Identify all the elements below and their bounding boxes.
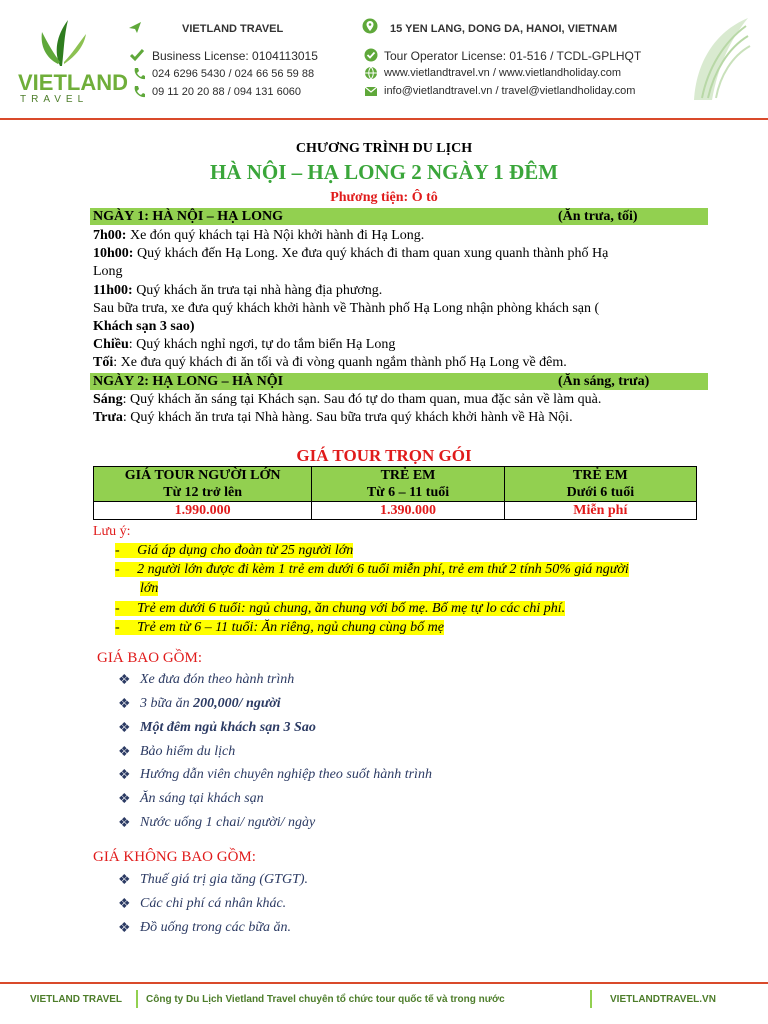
phone-icon bbox=[132, 67, 146, 81]
day1-line-10h-cont: Long bbox=[93, 264, 123, 279]
day2-meals: (Ăn sáng, trưa) bbox=[558, 374, 650, 389]
diamond-bullet-icon: ❖ bbox=[118, 745, 131, 760]
footer-tagline: Công ty Du Lịch Vietland Travel chuyên tổ chức tour quốc tế và trong nước bbox=[146, 994, 505, 1005]
note-item: - Giá áp dụng cho đoàn từ 25 người lớn bbox=[115, 543, 354, 558]
include-item: Ăn sáng tại khách sạn bbox=[140, 791, 264, 806]
header-divider bbox=[0, 118, 768, 120]
footer-website[interactable]: VIETLANDTRAVEL.VN bbox=[610, 994, 716, 1005]
footer-brand: VIETLAND TRAVEL bbox=[30, 994, 123, 1005]
location-pin-icon bbox=[362, 18, 378, 34]
program-label: CHƯƠNG TRÌNH DU LỊCH bbox=[295, 141, 473, 156]
day1-line-7h: 7h00: Xe đón quý khách tại Hà Nội khởi hành đi Hạ Long. bbox=[93, 228, 425, 243]
footer-divider bbox=[0, 982, 768, 984]
operator-license: Tour Operator License: 01-516 / TCDL-GPLHQT bbox=[384, 49, 642, 63]
day1-line-chieu: Chiều: Quý khách nghỉ ngơi, tự do tắm biển Hạ Long bbox=[93, 337, 396, 352]
day1-heading: NGÀY 1: HÀ NỘI – HẠ LONG bbox=[93, 209, 284, 224]
excludes-title: GIÁ KHÔNG BAO GỒM: bbox=[93, 849, 256, 865]
emails[interactable]: info@vietlandtravel.vn / travel@vietlandholiday.com bbox=[384, 85, 636, 97]
mobile-phones[interactable]: 09 11 20 20 88 / 094 131 6060 bbox=[152, 86, 302, 98]
day1-hotel-class: Khách sạn 3 sao) bbox=[93, 319, 195, 334]
price-child-under-6: Miễn phí bbox=[504, 502, 696, 520]
transport-line: Phương tiện: Ô tô bbox=[330, 190, 438, 205]
email-icon bbox=[364, 84, 378, 98]
price-table bbox=[93, 466, 697, 520]
day1-line-toi: Tối: Xe đưa quý khách đi ăn tối và đi vòng quanh ngắm thành phố Hạ Long về đêm. bbox=[93, 355, 567, 370]
notes-title: Lưu ý: bbox=[93, 524, 131, 539]
office-phones[interactable]: 024 6296 5430 / 024 66 56 59 88 bbox=[152, 68, 315, 80]
company-address: 15 YEN LANG, DONG DA, HANOI, VIETNAM bbox=[390, 23, 618, 35]
note-item: - Trẻ em dưới 6 tuổi: ngủ chung, ăn chung với bố mẹ. Bố mẹ tự lo các chi phí. bbox=[115, 601, 566, 616]
logo-subtitle: TRAVEL bbox=[20, 94, 89, 105]
diamond-bullet-icon: ❖ bbox=[118, 768, 131, 783]
logo-wordmark: VIETLAND bbox=[18, 70, 128, 95]
includes-title: GIÁ BAO GỒM: bbox=[97, 650, 202, 666]
mobile-phone-icon bbox=[132, 85, 146, 99]
day2-line-sang: Sáng: Quý khách ăn sáng tại Khách sạn. Sau đó tự do tham quan, mua đặc sản về làm quà. bbox=[93, 392, 602, 407]
diamond-bullet-icon: ❖ bbox=[118, 921, 131, 936]
footer-separator bbox=[136, 990, 138, 1008]
decorative-leaf-icon bbox=[690, 14, 752, 104]
diamond-bullet-icon: ❖ bbox=[118, 792, 131, 807]
day1-meals: (Ăn trưa, tối) bbox=[558, 209, 638, 224]
day1-line-afternoon: Sau bữa trưa, xe đưa quý khách khởi hành về Thành phố Hạ Long nhận phòng khách sạn ( bbox=[93, 301, 600, 316]
diamond-bullet-icon: ❖ bbox=[118, 721, 131, 736]
globe-icon bbox=[364, 66, 378, 80]
diamond-bullet-icon: ❖ bbox=[118, 816, 131, 831]
company-name: VIETLAND TRAVEL bbox=[182, 23, 284, 35]
business-license: Business License: 0104113015 bbox=[152, 49, 318, 63]
include-item: 3 bữa ăn 200,000/ người bbox=[140, 696, 281, 711]
check-circle-icon bbox=[364, 48, 378, 62]
price-col-header: TRẺ EM Từ 6 – 11 tuổi bbox=[312, 467, 504, 502]
exclude-item: Đồ uống trong các bữa ăn. bbox=[140, 920, 291, 935]
note-item-cont: lớn bbox=[140, 581, 159, 596]
include-item: Bảo hiểm du lịch bbox=[140, 744, 236, 759]
include-item: Nước uống 1 chai/ người/ ngày bbox=[140, 815, 316, 830]
price-child-6-11: 1.390.000 bbox=[312, 502, 504, 520]
diamond-bullet-icon: ❖ bbox=[118, 697, 131, 712]
exclude-item: Các chi phí cá nhân khác. bbox=[140, 896, 287, 911]
day2-line-trua: Trưa: Quý khách ăn trưa tại Nhà hàng. Sau bữa trưa quý khách khởi hành về Hà Nội. bbox=[93, 410, 573, 425]
note-item: - 2 người lớn được đi kèm 1 trẻ em dưới 6 tuổi miễn phí, trẻ em thứ 2 tính 50% giá người bbox=[115, 562, 629, 577]
diamond-bullet-icon: ❖ bbox=[118, 673, 131, 688]
price-adult: 1.990.000 bbox=[94, 502, 312, 520]
footer-separator bbox=[590, 990, 592, 1008]
include-item: Xe đưa đón theo hành trình bbox=[140, 672, 295, 687]
diamond-bullet-icon: ❖ bbox=[118, 873, 131, 888]
price-col-header: TRẺ EM Dưới 6 tuổi bbox=[504, 467, 696, 502]
include-item: Hướng dẫn viên chuyên nghiệp theo suốt hành trình bbox=[140, 767, 432, 782]
plane-icon bbox=[128, 20, 142, 34]
check-icon bbox=[130, 48, 144, 62]
price-title: GIÁ TOUR TRỌN GÓI bbox=[296, 446, 472, 465]
include-item: Một đêm ngủ khách sạn 3 Sao bbox=[140, 720, 316, 735]
websites[interactable]: www.vietlandtravel.vn / www.vietlandholiday.com bbox=[384, 67, 622, 79]
leaf-logo-icon bbox=[34, 14, 90, 70]
diamond-bullet-icon: ❖ bbox=[118, 897, 131, 912]
day1-line-10h: 10h00: Quý khách đến Hạ Long. Xe đưa quý khách đi tham quan xung quanh thành phố Hạ bbox=[93, 246, 609, 261]
page-title: HÀ NỘI – HẠ LONG 2 NGÀY 1 ĐÊM bbox=[209, 160, 559, 184]
price-col-header: GIÁ TOUR NGƯỜI LỚN Từ 12 trở lên bbox=[94, 467, 312, 502]
note-item: - Trẻ em từ 6 – 11 tuổi: Ăn riêng, ngủ chung cùng bố mẹ bbox=[115, 620, 444, 635]
exclude-item: Thuế giá trị gia tăng (GTGT). bbox=[140, 872, 309, 887]
day1-line-11h: 11h00: Quý khách ăn trưa tại nhà hàng địa phương. bbox=[93, 283, 383, 298]
day2-heading: NGÀY 2: HẠ LONG – HÀ NỘI bbox=[93, 374, 284, 389]
